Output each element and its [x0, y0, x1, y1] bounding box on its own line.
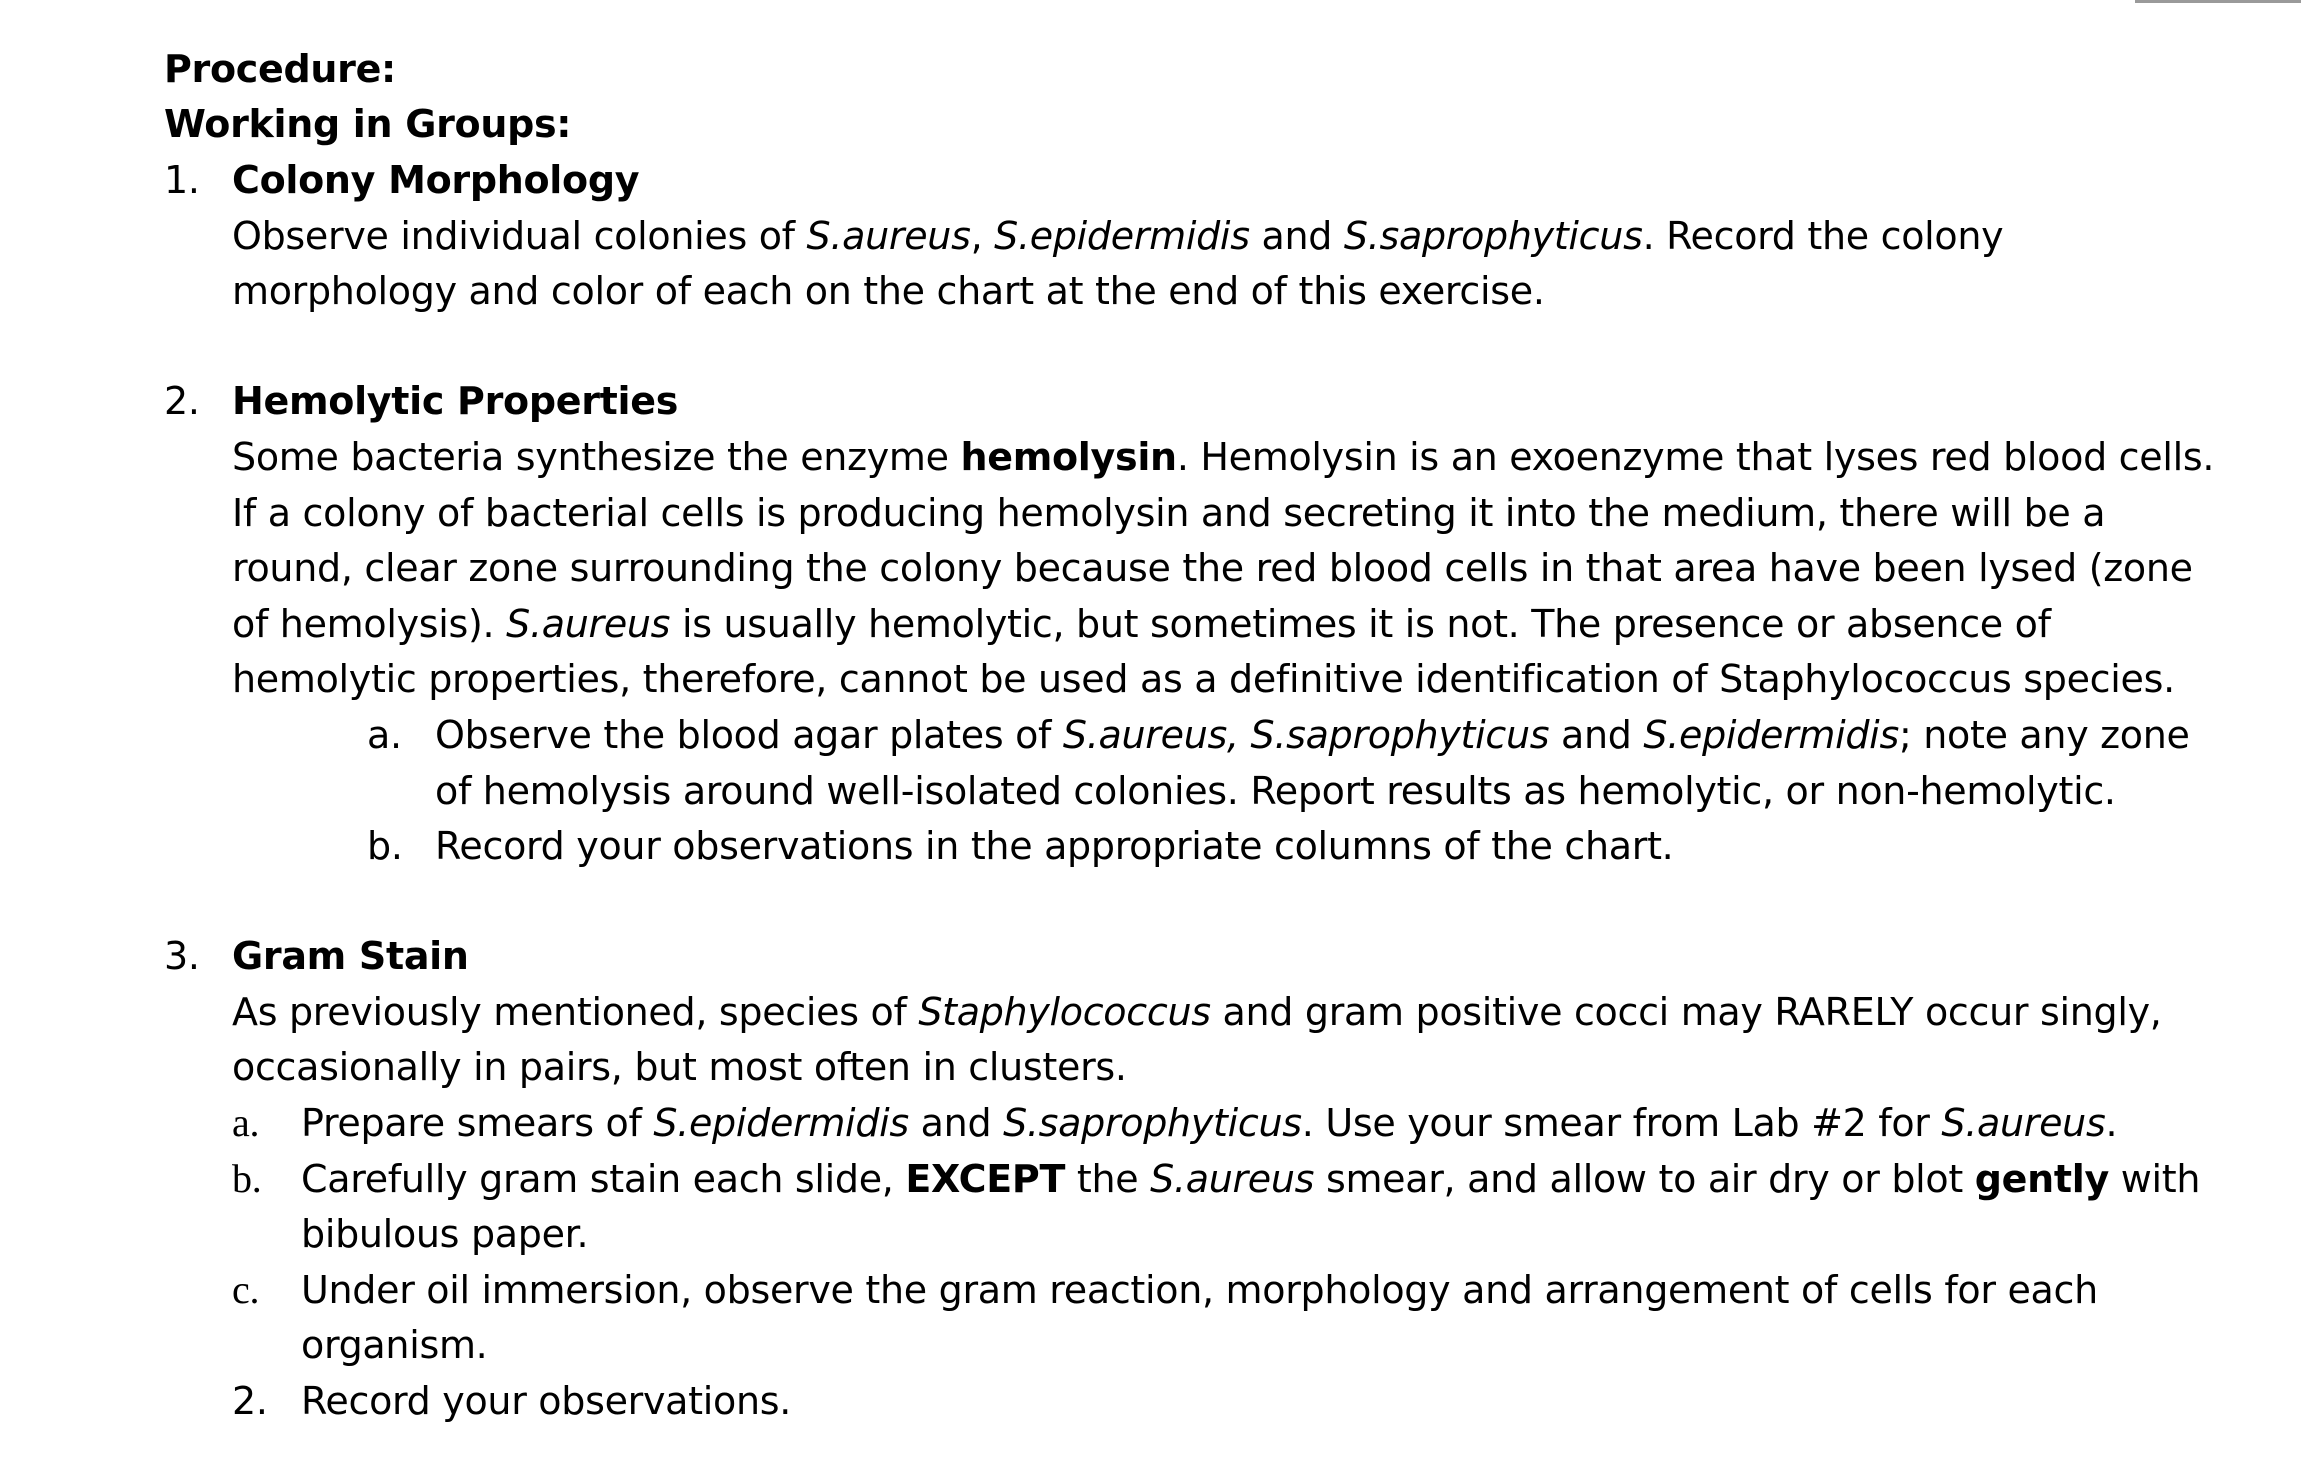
species-name: S.saprophyticus: [1343, 214, 1643, 258]
species-name: S.epidermidis: [653, 1101, 909, 1145]
section-3-title: Gram Stain: [232, 934, 469, 978]
gently-emphasis: gently: [1974, 1157, 2109, 1201]
section-1-title: Colony Morphology: [232, 158, 640, 202]
section-3-item-b-marker: b.: [232, 1156, 262, 1201]
section-3-item-c-marker: c.: [232, 1267, 260, 1312]
section-2-item-b-text: Record your observations in the appropriate columns of the chart.: [435, 824, 1674, 868]
section-3-item-a-text: Prepare smears of S.epidermidis and S.saprophyticus. Use your smear from Lab #2 for S.aureus.: [301, 1101, 2118, 1145]
section-3-item-a-marker: a.: [232, 1100, 260, 1145]
section-3-item-b-line-2: bibulous paper.: [301, 1212, 589, 1256]
section-2-line-4: of hemolysis). S.aureus is usually hemolytic, but sometimes it is not. The presence or absence of: [232, 602, 2051, 646]
section-3-item-d-marker: 2.: [232, 1379, 268, 1423]
species-name: S.aureus, S.saprophyticus: [1062, 713, 1550, 757]
section-1-number: 1.: [164, 158, 200, 202]
except-emphasis: EXCEPT: [905, 1157, 1066, 1201]
section-1-line-2: morphology and color of each on the chart at the end of this exercise.: [232, 269, 1545, 313]
section-3-line-1: As previously mentioned, species of Staphylococcus and gram positive cocci may RARELY occur singly,: [232, 990, 2162, 1034]
section-3-item-c-line-2: organism.: [301, 1323, 488, 1367]
section-3-item-c-line-1: Under oil immersion, observe the gram reaction, morphology and arrangement of cells for each: [301, 1268, 2098, 1312]
section-2-line-3: round, clear zone surrounding the colony because the red blood cells in that area have been lysed (zone: [232, 546, 2193, 590]
procedure-heading: Procedure:: [164, 47, 396, 91]
section-3-number: 3.: [164, 934, 200, 978]
working-in-groups-heading: Working in Groups:: [164, 102, 572, 146]
section-2-item-b-marker: b.: [367, 824, 403, 868]
species-name: S.saprophyticus: [1003, 1101, 1302, 1145]
section-2-item-a-line-1: Observe the blood agar plates of S.aureus, S.saprophyticus and S.epidermidis; note any zone: [435, 713, 2190, 757]
species-name: S.epidermidis: [1643, 713, 1899, 757]
species-name: S.aureus: [806, 214, 971, 258]
corner-rule: [2135, 0, 2301, 3]
section-3-line-2: occasionally in pairs, but most often in clusters.: [232, 1045, 1127, 1089]
section-2-item-a-line-2: of hemolysis around well-isolated colonies. Report results as hemolytic, or non-hemolytic.: [435, 769, 2116, 813]
genus-name: Staphylococcus: [918, 990, 1211, 1034]
section-3-item-b-line-1: Carefully gram stain each slide, EXCEPT the S.aureus smear, and allow to air dry or blot gently with: [301, 1157, 2201, 1201]
section-2-number: 2.: [164, 379, 200, 423]
hemolysin-term: hemolysin: [960, 435, 1177, 479]
section-1-line-1: Observe individual colonies of S.aureus, S.epidermidis and S.saprophyticus. Record the colony: [232, 214, 2004, 258]
species-name: S.aureus: [1150, 1157, 1315, 1201]
section-3-item-d-text: Record your observations.: [301, 1379, 792, 1423]
section-2-line-1: Some bacteria synthesize the enzyme hemolysin. Hemolysin is an exoenzyme that lyses red blood cells.: [232, 435, 2215, 479]
species-name: S.epidermidis: [994, 214, 1250, 258]
section-2-item-a-marker: a.: [367, 713, 402, 757]
species-name: S.aureus: [1941, 1101, 2106, 1145]
section-2-title: Hemolytic Properties: [232, 379, 679, 423]
section-2-line-2: If a colony of bacterial cells is producing hemolysin and secreting it into the medium, there will be a: [232, 491, 2106, 535]
species-name: S.aureus: [506, 602, 671, 646]
section-2-line-5: hemolytic properties, therefore, cannot be used as a definitive identification of Staphylococcus species.: [232, 657, 2175, 701]
